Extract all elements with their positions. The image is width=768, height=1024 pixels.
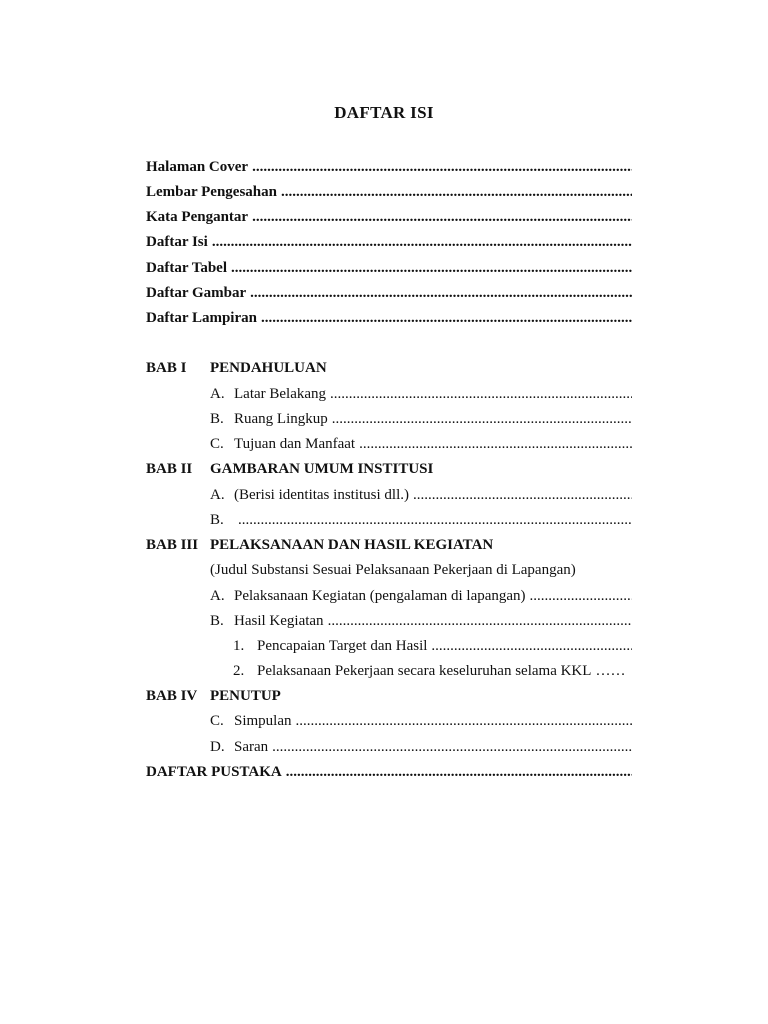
item-marker: B. [210,613,224,629]
item-label: Pelaksanaan Pekerjaan secara keseluruhan selama KKL [257,663,592,679]
toc-entry-daftar-lampiran [146,308,632,328]
toc-item [210,409,632,429]
item-marker: 2. [233,663,245,679]
item-marker: B. [210,411,224,427]
item-label: Hasil Kegiatan [234,613,324,629]
toc-entry-kata-pengantar [146,207,632,227]
toc-item [210,586,632,606]
dot-leader [252,207,632,227]
dot-leader [261,308,632,328]
item-marker: A. [210,487,225,503]
item-marker: A. [210,588,225,604]
dot-leader [530,586,632,606]
item-marker: 1. [233,638,245,654]
toc-item [210,737,632,757]
toc-item [210,611,632,631]
dot-leader [296,711,632,731]
item-label: Pelaksanaan Kegiatan (pengalaman di lapangan) [234,588,526,604]
dot-leader [272,737,632,757]
toc-entry-lembar-pengesahan [146,182,632,202]
toc-item [210,434,632,454]
toc-entry-label: Lembar Pengesahan [146,184,277,200]
toc-entry-daftar-isi [146,232,632,252]
dot-leader [231,258,632,278]
toc-entry-label: DAFTAR PUSTAKA [146,764,282,780]
item-marker: A. [210,386,225,402]
dot-leader [359,434,632,454]
dot-leader [250,283,632,303]
item-marker: D. [210,739,225,755]
item-marker: B. [210,512,224,528]
toc-entry-daftar-tabel [146,258,632,278]
item-marker: C. [210,436,224,452]
toc-entry-label: Daftar Lampiran [146,310,257,326]
toc-entry-daftar-gambar [146,283,632,303]
item-label: Pencapaian Target dan Hasil [257,638,428,654]
chapter-number: BAB III [146,537,199,553]
dot-leader [413,485,632,505]
toc-entry-daftar-pustaka [146,762,632,782]
chapter-title: PENDAHULUAN [210,360,327,376]
dot-leader [212,232,632,252]
toc-entry-halaman-cover [146,157,632,177]
toc-entry-label: Halaman Cover [146,159,249,175]
toc-entry-label: Daftar Tabel [146,260,227,276]
page-title: DAFTAR ISI [334,103,434,122]
chapter-number: BAB II [146,461,193,477]
chapter-title: PENUTUP [210,688,281,704]
toc-subitem [233,661,632,681]
dot-leader [332,409,632,429]
item-label: Simpulan [234,713,292,729]
toc-subitem [233,636,632,656]
toc-item [210,485,632,505]
dot-leader [431,636,632,656]
dot-leader [330,384,632,404]
item-label: Ruang Lingkup [234,411,328,427]
dot-leader [238,510,632,530]
dot-leader [328,611,632,631]
dot-leader [286,762,632,782]
toc-item [210,711,632,731]
toc-entry-label: Kata Pengantar [146,209,249,225]
item-marker: C. [210,713,224,729]
chapter-number: BAB I [146,360,187,376]
chapter-number: BAB IV [146,688,198,704]
toc-item [210,510,632,530]
item-label: Latar Belakang [234,386,327,402]
toc-item [210,384,632,404]
chapter-note: (Judul Substansi Sesuai Pelaksanaan Pekerjaan di Lapangan) [210,562,576,578]
dot-leader [252,157,632,177]
item-label: Saran [234,739,269,755]
dot-leader [281,182,632,202]
toc-entry-label: Daftar Gambar [146,285,247,301]
chapter-title: PELAKSANAAN DAN HASIL KEGIATAN [210,537,494,553]
item-tail: …… [595,663,626,679]
toc-entry-label: Daftar Isi [146,234,208,250]
item-label: Tujuan dan Manfaat [234,436,356,452]
item-label: (Berisi identitas institusi dll.) [234,487,409,503]
chapter-title: GAMBARAN UMUM INSTITUSI [210,461,434,477]
